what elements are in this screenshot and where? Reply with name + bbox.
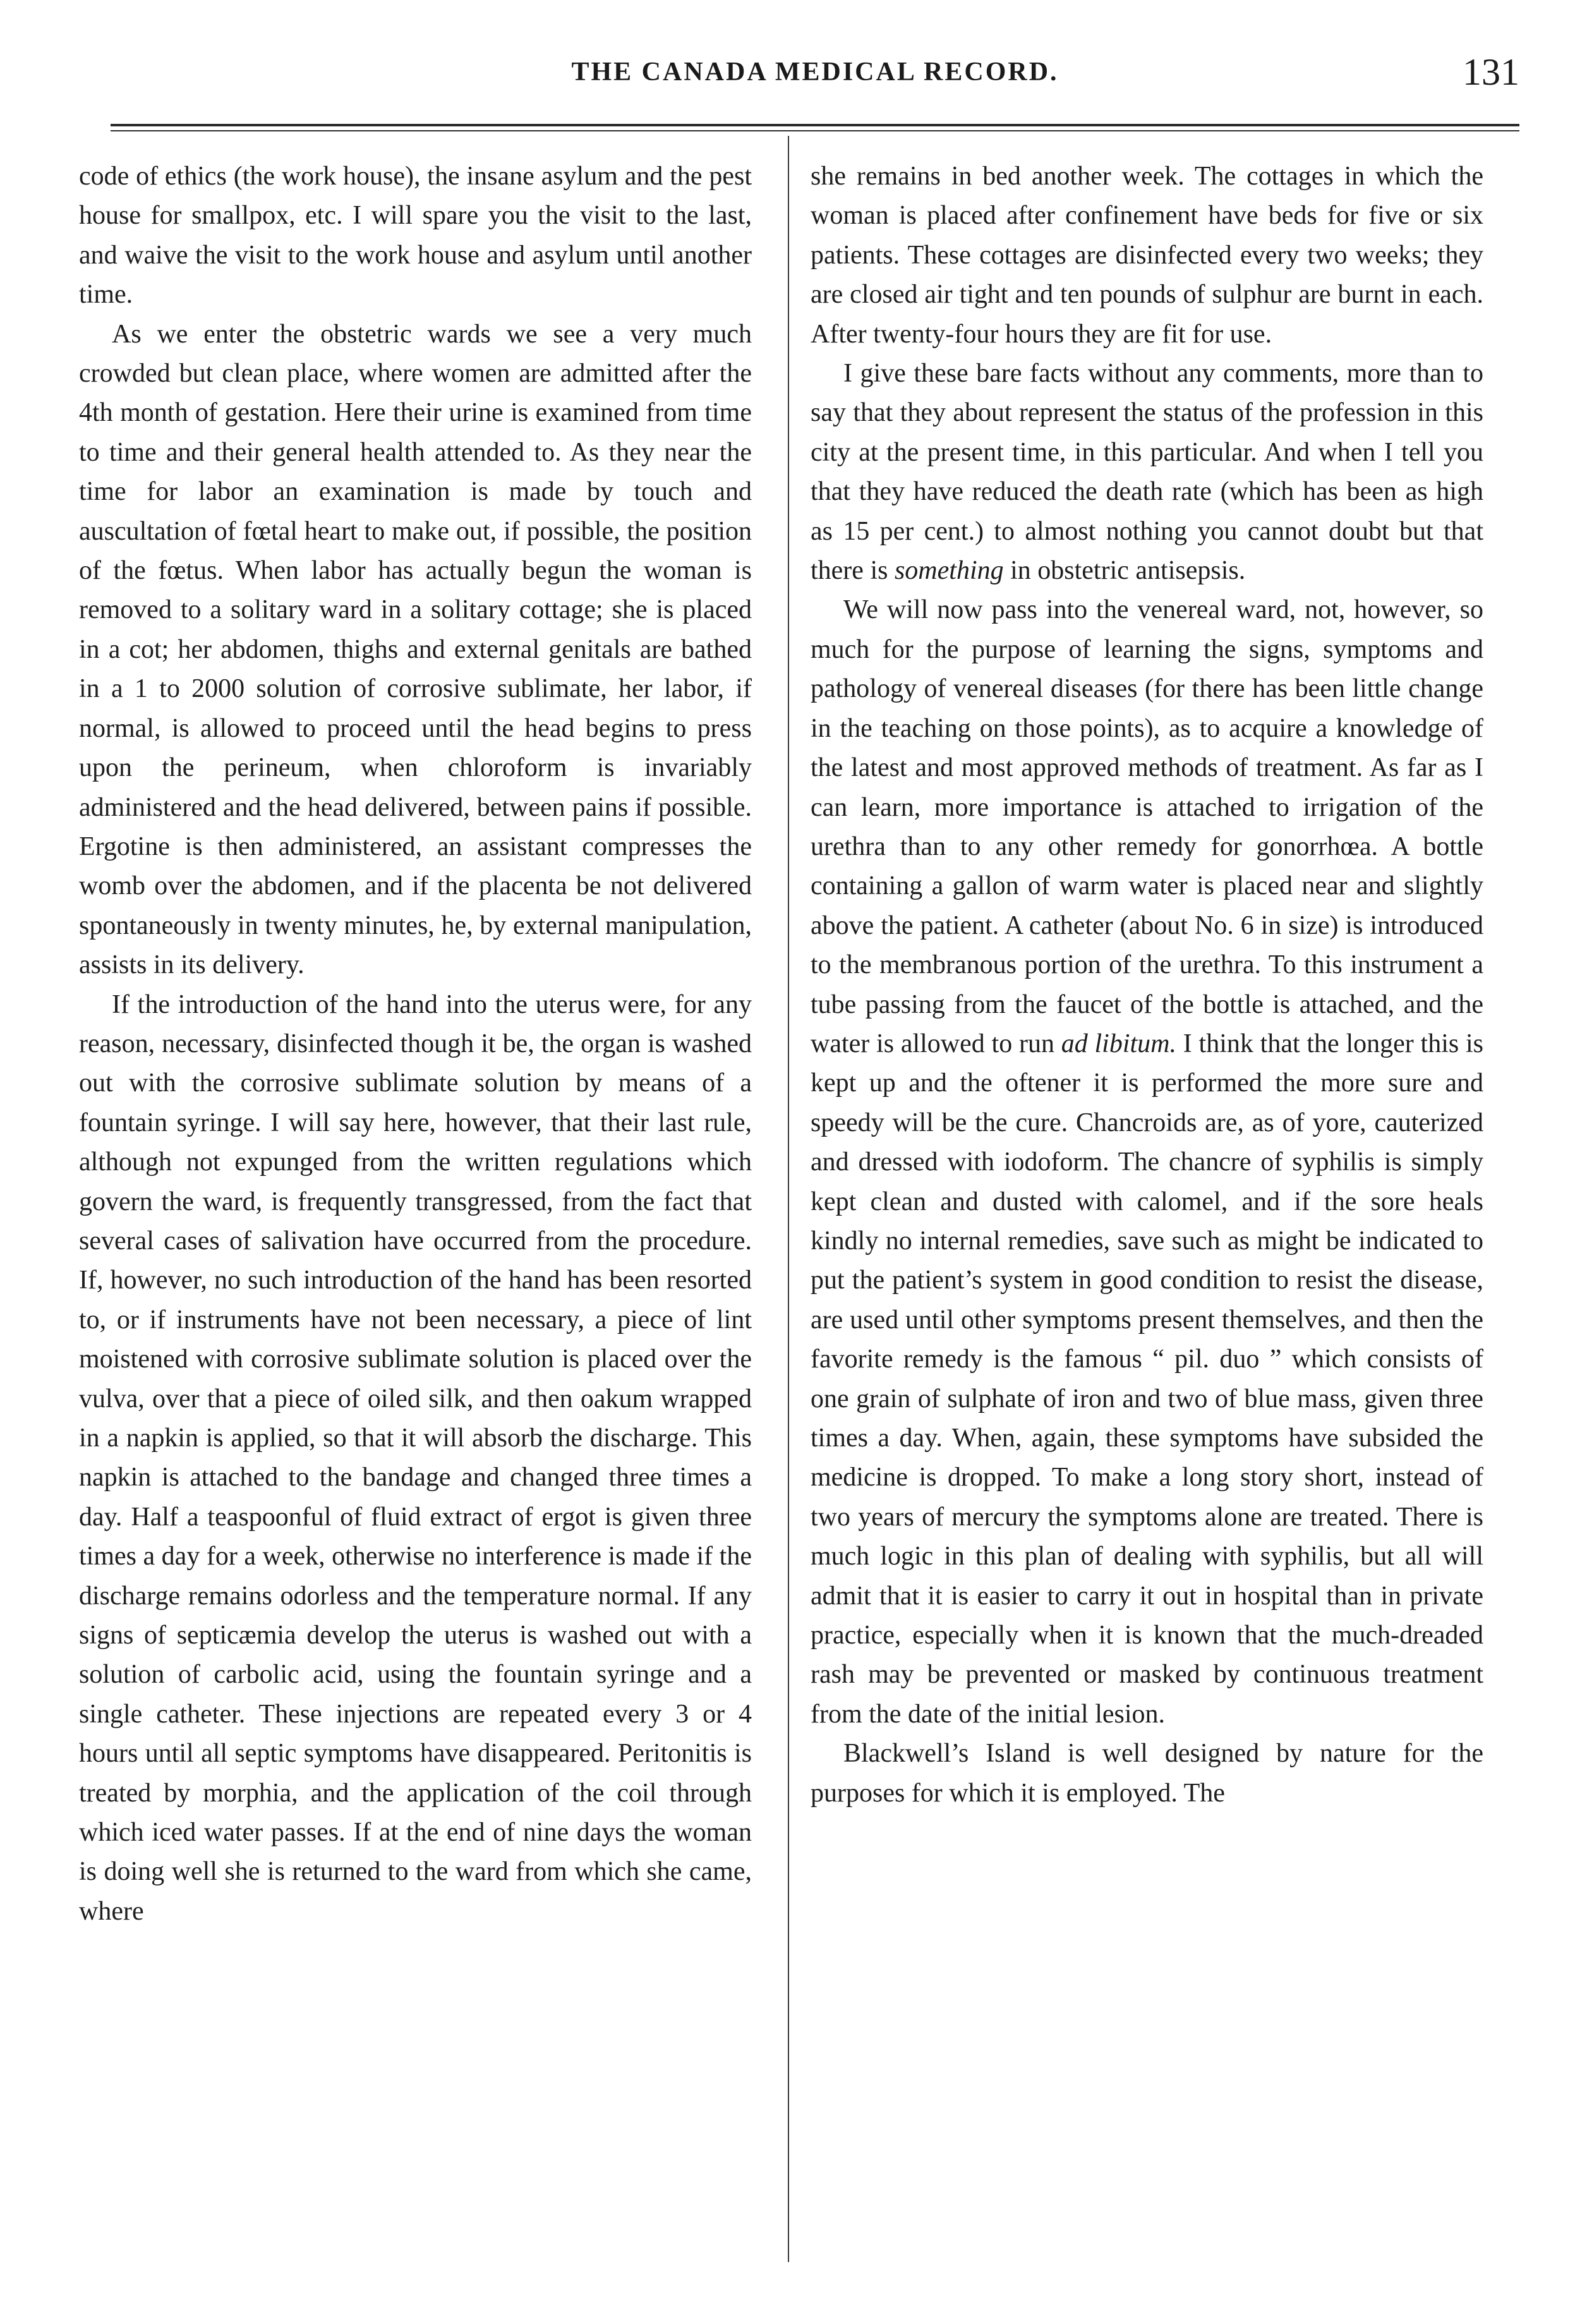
paragraph: code of ethics (the work house), the insane asylum and the pest house for smallpox, etc. I will spare you the visit to the last, and waive the visit to the work house and asylum until another time. <box>79 162 752 310</box>
paragraph-text: I give these bare facts without any comments, more than to say that they about represent the status of the profession in this city at the present time, in this particular. And when I tell you that they have reduced the death rate (which has been as high as 15 per cent.) to almost nothing you cannot doubt but that there is <box>811 359 1483 586</box>
paragraph: If the introduction of the hand into the uterus were, for any reason, necessary, disinfected though it be, the organ is washed out with the corrosive sublimate solution by means of a fountain syringe. I will say here, however, that their last rule, although not expunged from the written regulations which govern the ward, is frequently transgressed, from the fact that several cases of salivation have occurred from the procedure. If, however, no such introduction of the hand has been resorted to, or if instruments have not been necessary, a piece of lint moistened with corrosive sublimate solution is placed over the vulva, over that a piece of oiled silk, and then oakum wrapped in a napkin is applied, so that it will absorb the discharge. This napkin is attached to the bandage and changed three times a day. Half a teaspoonful of fluid extract of ergot is given three times a day for a week, otherwise no interference is made if the discharge remains odorless and the temperature normal. If any signs of septicæmia develop the uterus is washed out with a solution of carbolic acid, using the fountain syringe and a single catheter. These injections are repeated every 3 or 4 hours until all septic symptoms have disappeared. Peritonitis is treated by morphia, and the application of the coil through which iced water passes. If at the end of nine days the woman is doing well she is returned to the ward from which she came, where <box>79 990 752 1926</box>
header-rule-thin <box>111 130 1519 131</box>
paragraph-text: in obstetric antisepsis. <box>1003 556 1246 586</box>
italic-text: something <box>894 556 1004 586</box>
column-divider <box>788 136 789 2262</box>
paragraph <box>811 590 1483 1734</box>
running-title: THE CANADA MEDICAL RECORD. <box>571 57 1059 87</box>
paragraph: Blackwell’s Island is well designed by nature for the purposes for which it is employed. The <box>811 1739 1483 1808</box>
paragraph <box>811 354 1483 590</box>
italic-text: ad libitum. <box>1061 1029 1177 1058</box>
paragraph-text: We will now pass into the venereal ward, not, however, so much for the purpose of learning the signs, symptoms and pathology of venereal diseases (for there has been little change in the teaching on those points), as to acquire a knowledge of the latest and most approved methods of treatment. As far as I can learn, more importance is attached to irrigation of the urethra than to any other remedy for gonorrhœa. A bottle containing a gallon of warm water is placed near and slightly above the patient. A catheter (about No. 6 in size) is introduced to the membranous portion of the urethra. To this instrument a tube passing from the faucet of the bottle is attached, and the water is allowed to run <box>811 595 1483 1058</box>
paragraph: she remains in bed another week. The cottages in which the woman is placed after confinement have beds for five or six patients. These cottages are disinfected every two weeks; they are closed air tight and ten pounds of sulphur are burnt in each. After twenty-four hours they are fit for use. <box>811 162 1483 349</box>
header-rule-thick <box>111 124 1519 126</box>
page-number: 131 <box>1463 51 1519 93</box>
left-column <box>79 157 752 2286</box>
page-header <box>111 44 1519 95</box>
right-column <box>811 157 1483 2286</box>
paragraph: As we enter the obstetric wards we see a very much crowded but clean place, where women are admitted after the 4th month of gestation. Here their urine is examined from time to time and their general health attended to. As they near the time for labor an examination is made by touch and auscultation of fœtal heart to make out, if possible, the position of the fœtus. When labor has actually begun the woman is removed to a solitary ward in a solitary cottage; she is placed in a cot; her abdomen, thighs and external genitals are bathed in a 1 to 2000 solution of corrosive sublimate, her labor, if normal, is allowed to proceed until the head begins to press upon the perineum, when chloroform is invariably administered and the head delivered, between pains if possible. Ergotine is then administered, an assistant compresses the womb over the abdomen, and if the placenta be not delivered spontaneously in twenty minutes, he, by external manipulation, assists in its delivery. <box>79 319 752 980</box>
paragraph-text: I think that the longer this is kept up and the oftener it is performed the more sure and speedy will be the cure. Chancroids are, as of yore, cauterized and dressed with iodoform. The chancre of syphilis is simply kept clean and dusted with calomel, and if the sore heals kindly no internal remedies, save such as might be indicated to put the patient’s system in good condition to resist the disease, are used until other symptoms present themselves, and then the favorite remedy is the famous “ pil. duo ” which consists of one grain of sulphate of iron and two of blue mass, given three times a day. When, again, these symptoms have subsided the medicine is dropped. To make a long story short, instead of two years of mercury the symptoms alone are treated. There is much logic in this plan of dealing with syphilis, but all will admit that it is easier to carry it out in hospital than in private practice, especially when it is known that the much-dreaded rash may be prevented or masked by continuous treatment from the date of the initial lesion. <box>811 1029 1483 1729</box>
